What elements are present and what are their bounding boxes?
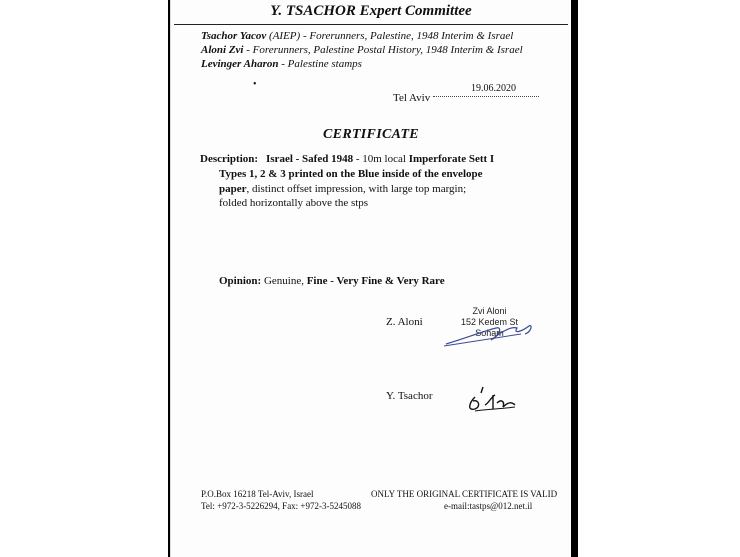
header-rule <box>174 24 568 25</box>
opinion-line: Opinion: Genuine, Fine - Very Fine & Very Rare <box>219 275 445 287</box>
member-line: Levinger Aharon - Palestine stamps <box>201 58 362 70</box>
tsachor-signature <box>461 383 531 417</box>
description-line: Israel - Safed 1948 - 10m local Imperforate Sett I <box>266 153 495 165</box>
certificate-title: CERTIFICATE <box>323 127 419 142</box>
description-line: folded horizontally above the stps <box>219 197 369 209</box>
member-line: Tsachor Yacov (AIEP) - Forerunners, Palestine, 1948 Interim & Israel <box>201 30 514 42</box>
second-signer-name: Y. Tsachor <box>386 390 433 402</box>
description-label: Description: <box>200 153 259 165</box>
member-line: Aloni Zvi - Forerunners, Palestine Postal History, 1948 Interim & Israel <box>201 44 523 56</box>
committee-title: Y. TSACHOR Expert Committee <box>171 3 571 20</box>
place-label: Tel Aviv <box>393 92 431 104</box>
speck-mark: • <box>253 79 257 90</box>
footer-address: P.O.Box 16218 Tel-Aviv, Israel <box>201 489 314 499</box>
certificate-sheet <box>171 0 571 557</box>
footer-validity-note: ONLY THE ORIGINAL CERTIFICATE IS VALID <box>371 489 558 499</box>
date-field-line <box>433 96 539 97</box>
description-line: Types 1, 2 & 3 printed on the Blue inside of the envelope <box>219 168 483 180</box>
footer-phones: Tel: +972-3-5226294, Fax: +972-3-5245088 <box>201 501 362 511</box>
footer-email: e-mail:tastps@012.net.il <box>444 501 533 511</box>
aloni-signature <box>441 318 541 350</box>
first-signer-name: Z. Aloni <box>386 316 423 328</box>
address-stamp: Zvi Aloni 152 Kedem St Soham <box>461 306 519 338</box>
description-line: paper, distinct offset impression, with large top margin; <box>219 183 467 195</box>
date-value: 19.06.2020 <box>471 83 516 94</box>
